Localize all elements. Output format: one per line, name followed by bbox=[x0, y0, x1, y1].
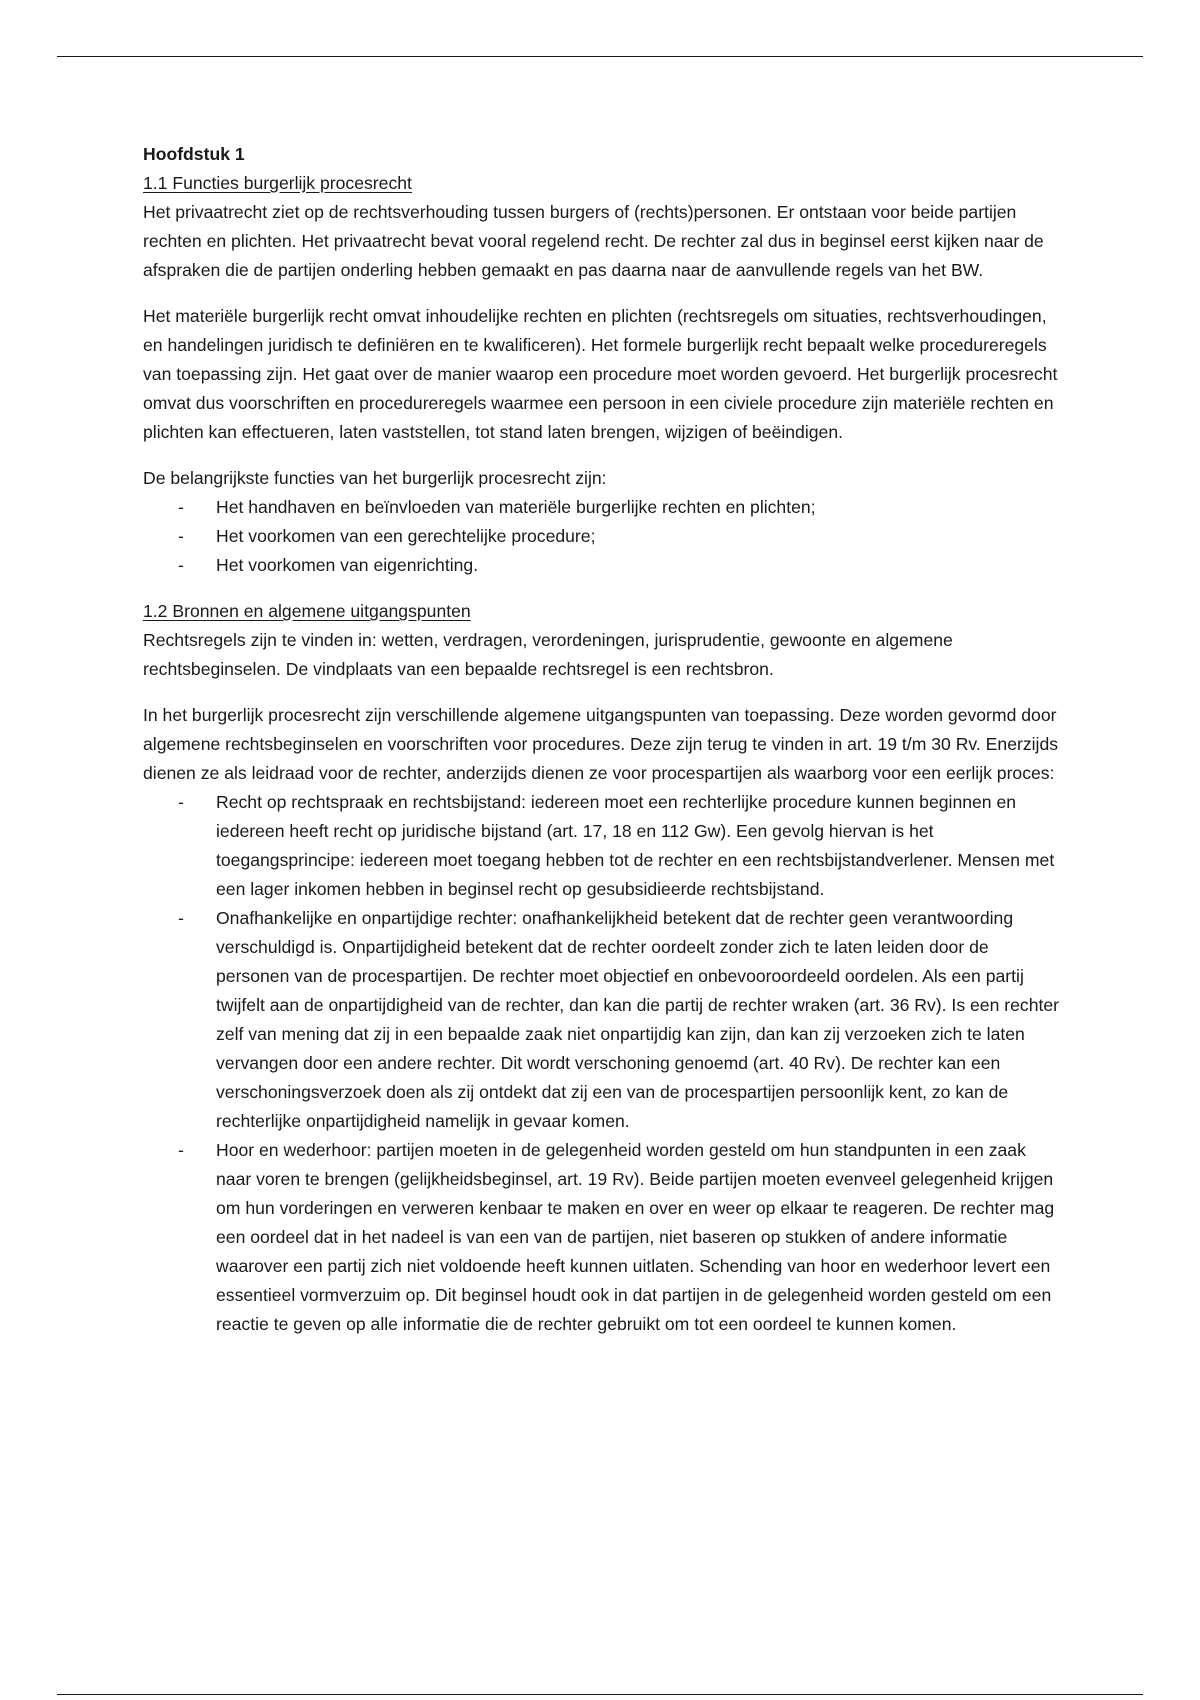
list-item bbox=[143, 788, 1063, 904]
list-item-text: Onafhankelijke en onpartijdige rechter: onafhankelijkheid betekent dat de rechter geen verantwoording verschuldigd is. Onpartijdigheid betekent dat de rechter oordeelt zonder zich te laten leiden door de personen van de procespartijen. De rechter moet objectief en onbevooroordeeld oordelen. Als een partij twijfelt aan de onpartijdigheid van de rechter, dan kan die partij de rechter wraken (art. 36 Rv). Is een rechter zelf van mening dat zij in een bepaalde zaak niet onpartijdig kan zijn, dan kan zij verzoeken zich te laten vervangen door een andere rechter. Dit wordt verschoning genoemd (art. 40 Rv). De rechter kan een verschoningsverzoek doen als zij ontdekt dat zij een van de procespartijen persoonlijk kent, zo kan de rechterlijke onpartijdigheid namelijk in gevaar komen. bbox=[216, 908, 1060, 1131]
list-item bbox=[143, 493, 1063, 522]
bullet-dash: - bbox=[178, 1140, 184, 1160]
bullet-dash: - bbox=[178, 497, 184, 517]
list-item bbox=[143, 1136, 1063, 1339]
paragraph-uitgangspunten: In het burgerlijk procesrecht zijn verschillende algemene uitgangspunten van toepassing. Deze worden gevormd door algemene rechtsbeginselen en voorschriften voor procedures. Deze zijn terug te vinden in art. 19 t/m 30 Rv. Enerzijds dienen ze als leidraad voor de rechter, anderzijds dienen ze voor procespartijen als waarborg voor een eerlijk proces: bbox=[143, 705, 1059, 783]
paragraph-materieel-recht: Het materiële burgerlijk recht omvat inhoudelijke rechten en plichten (rechtsregels om situaties, rechtsverhoudingen, en handelingen juridisch te definiëren en te kwalificeren). Het formele burgerlijk recht bepaalt welke procedureregels van toepassing zijn. Het gaat over de manier waarop een procedure moet worden gevoerd. Het burgerlijk procesrecht omvat dus voorschriften en procedureregels waarmee een persoon in een civiele procedure zijn materiële rechten en plichten kan effectueren, laten vaststellen, tot stand laten brengen, wijzigen of beëindigen. bbox=[143, 306, 1058, 442]
uitgangspunten-list bbox=[143, 788, 1063, 1339]
list-item-text: Recht op rechtspraak en rechtsbijstand: iedereen moet een rechterlijke procedure kunnen beginnen en iedereen heeft recht op juridische bijstand (art. 17, 18 en 112 Gw). Een gevolg hiervan is het toegangsprincipe: iedereen moet toegang hebben tot de rechter en een rechtsbijstandverlener. Mensen met een lager inkomen hebben in beginsel recht op gesubsidieerde rechtsbijstand. bbox=[216, 792, 1055, 899]
list-item-text: Het handhaven en beïnvloeden van materiële burgerlijke rechten en plichten; bbox=[216, 497, 816, 517]
chapter-title: Hoofdstuk 1 bbox=[143, 144, 245, 164]
list-item-text: Het voorkomen van een gerechtelijke procedure; bbox=[216, 526, 596, 546]
header-rule bbox=[57, 56, 1143, 57]
bullet-dash: - bbox=[178, 908, 184, 928]
document-body bbox=[143, 140, 1063, 1339]
list-item bbox=[143, 551, 1063, 580]
bullet-dash: - bbox=[178, 555, 184, 575]
list-item bbox=[143, 522, 1063, 551]
section-heading-1-1: 1.1 Functies burgerlijk procesrecht bbox=[143, 173, 412, 193]
functies-list bbox=[143, 493, 1063, 580]
paragraph-functies-intro: De belangrijkste functies van het burgerlijk procesrecht zijn: bbox=[143, 468, 607, 488]
list-item bbox=[143, 904, 1063, 1136]
section-heading-1-2: 1.2 Bronnen en algemene uitgangspunten bbox=[143, 601, 471, 621]
list-item-text: Hoor en wederhoor: partijen moeten in de gelegenheid worden gesteld om hun standpunten in een zaak naar voren te brengen (gelijkheidsbeginsel, art. 19 Rv). Beide partijen moeten evenveel gelegenheid krijgen om hun vorderingen en verweren kenbaar te maken en over en weer op elkaar te reageren. De rechter mag een oordeel dat in het nadeel is van een van de partijen, niet baseren op stukken of andere informatie waarover een partij zich niet voldoende heeft kunnen uitlaten. Schending van hoor en wederhoor levert een essentieel vormverzuim op. Dit beginsel houdt ook in dat partijen in de gelegenheid worden gesteld om een reactie te geven op alle informatie die de rechter gebruikt om tot een oordeel te kunnen komen. bbox=[216, 1140, 1055, 1334]
list-item-text: Het voorkomen van eigenrichting. bbox=[216, 555, 479, 575]
paragraph-rechtsregels: Rechtsregels zijn te vinden in: wetten, verdragen, verordeningen, jurisprudentie, gewoonte en algemene rechtsbeginselen. De vindplaats van een bepaalde rechtsregel is een rechtsbron. bbox=[143, 630, 953, 679]
paragraph-privaatrecht: Het privaatrecht ziet op de rechtsverhouding tussen burgers of (rechts)personen. Er ontstaan voor beide partijen rechten en plichten. Het privaatrecht bevat vooral regelend recht. De rechter zal dus in beginsel eerst kijken naar de afspraken die de partijen onderling hebben gemaakt en pas daarna naar de aanvullende regels van het BW. bbox=[143, 202, 1044, 280]
footer-rule bbox=[57, 1694, 1143, 1695]
bullet-dash: - bbox=[178, 526, 184, 546]
bullet-dash: - bbox=[178, 792, 184, 812]
